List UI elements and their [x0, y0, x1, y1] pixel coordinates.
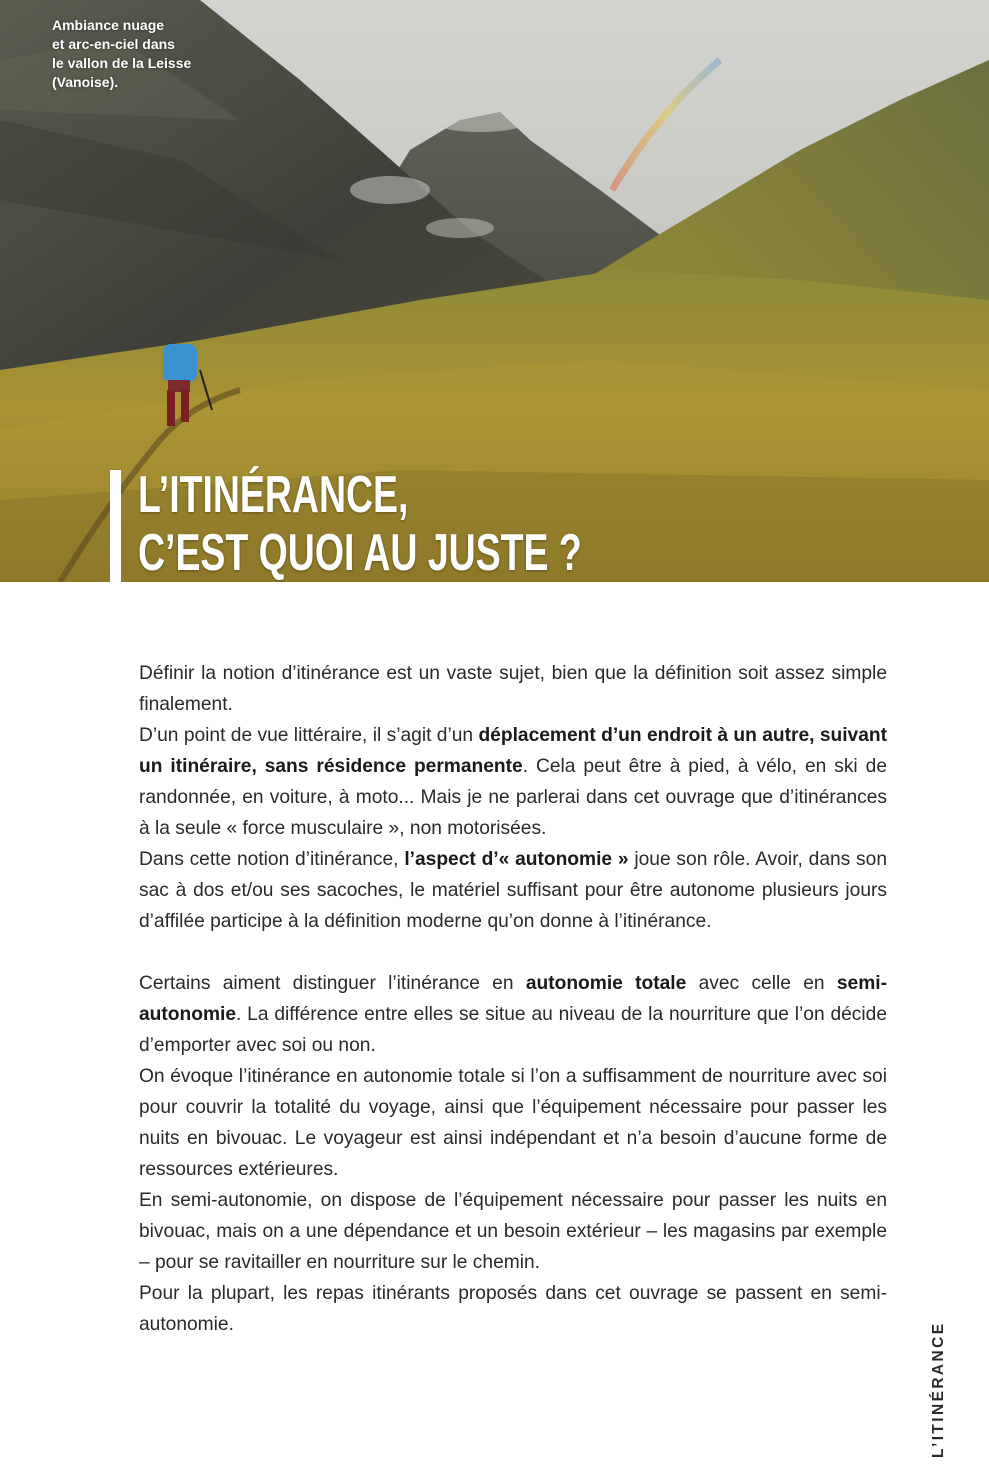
paragraph: [139, 1278, 887, 1340]
text-run: Certains aiment distinguer l’itinérance en: [139, 973, 526, 994]
text-run: joue son rôle. Avoir, dans son sac à dos et/ou ses sacoches, le matériel suffisant pour être autonome plusieurs jours d’affilée participe à la définition moderne qu’on donne à l’itinérance.: [139, 849, 887, 932]
paragraph: [139, 720, 887, 844]
paragraph: [139, 1185, 887, 1278]
text-run: . La différence entre elles se situe au niveau de la nourriture que l’on décide d’emporter avec soi ou non.: [139, 1004, 887, 1056]
text-run: Dans cette notion d’itinérance,: [139, 849, 405, 870]
text-run: . Cela peut être à pied, à vélo, en ski de randonnée, en voiture, à moto... Mais je ne parlerai dans cet ouvrage que d’itinérances à la seule « force musculaire », non motorisées.: [139, 756, 887, 839]
running-head-label: L’ITINÉRANCE: [930, 1321, 947, 1458]
bold-run: semi-autonomie: [139, 973, 887, 1025]
text-run: D’un point de vue littéraire, il s’agit d’un: [139, 725, 479, 746]
running-head: [930, 1308, 952, 1458]
paragraph: [139, 1061, 887, 1185]
caption-line: (Vanoise).: [52, 74, 119, 90]
title-line: L’ITINÉRANCE,: [138, 466, 409, 524]
chapter-title: [138, 466, 582, 582]
text-run: Pour la plupart, les repas itinérants proposés dans cet ouvrage se passent en semi-autonomie.: [139, 1283, 887, 1335]
bold-run: déplacement d’un endroit à un autre, suivant un itinéraire, sans résidence permanente: [139, 725, 887, 777]
bold-run: l’aspect d’« autonomie »: [404, 849, 629, 870]
caption-line: le vallon de la Leisse: [52, 55, 192, 71]
paragraph: [139, 844, 887, 937]
title-line: C’EST QUOI AU JUSTE ?: [138, 524, 582, 582]
title-accent-bar: [110, 470, 121, 582]
text-run: avec celle en: [686, 973, 837, 994]
text-run: En semi-autonomie, on dispose de l’équipement nécessaire pour passer les nuits en bivouac, mais on a une dépendance et un besoin extérieur – les magasins par exemple – pour se ravitailler en nourriture sur le chemin.: [139, 1190, 887, 1273]
paragraph: [139, 968, 887, 1061]
caption-line: et arc-en-ciel dans: [52, 36, 175, 52]
text-run: On évoque l’itinérance en autonomie totale si l’on a suffisamment de nourriture avec soi pour couvrir la totalité du voyage, ainsi que l’équipement nécessaire pour passer les nuits en bivouac. Le voyageur est ainsi indépendant et n’a besoin d’aucune forme de ressources extérieures.: [139, 1066, 887, 1180]
paragraph: [139, 658, 887, 720]
body-text: [139, 658, 887, 1340]
bold-run: autonomie totale: [525, 973, 687, 994]
text-run: Définir la notion d’itinérance est un vaste sujet, bien que la définition soit assez simple finalement.: [139, 663, 887, 715]
hero-photo: [0, 0, 989, 582]
photo-caption: [52, 16, 232, 92]
caption-line: Ambiance nuage: [52, 17, 165, 33]
